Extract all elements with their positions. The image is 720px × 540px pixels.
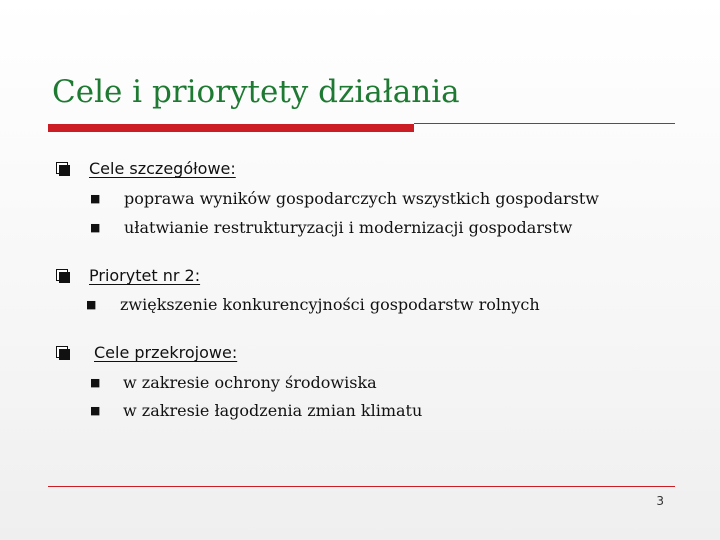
checkbox-square-icon — [56, 162, 70, 176]
title-underline-bar — [48, 124, 414, 132]
checkbox-square-icon — [56, 346, 70, 360]
list-item-text: poprawa wyników gospodarczych wszystkich gospodarstw — [124, 189, 599, 208]
list-item-text: zwiększenie konkurencyjności gospodarstw rolnych — [120, 295, 540, 314]
small-square-bullet-icon: ■ — [86, 298, 97, 311]
section-heading: Cele szczegółowe: — [89, 159, 236, 178]
section-heading: Priorytet nr 2: — [89, 266, 201, 285]
page-number: 3 — [656, 494, 664, 508]
section-heading: Cele przekrojowe: — [94, 343, 238, 362]
small-square-bullet-icon: ■ — [90, 192, 101, 205]
footer-divider — [48, 486, 675, 487]
title-underline-line — [414, 123, 675, 124]
list-item-text: ułatwianie restrukturyzacji i modernizacji gospodarstw — [124, 218, 573, 237]
list-item-text: w zakresie łagodzenia zmian klimatu — [123, 401, 423, 420]
list-item-text: w zakresie ochrony środowiska — [123, 373, 377, 392]
checkbox-square-icon — [56, 269, 70, 283]
small-square-bullet-icon: ■ — [90, 221, 101, 234]
small-square-bullet-icon: ■ — [90, 376, 101, 389]
slide-title: Cele i priorytety działania — [52, 74, 460, 110]
small-square-bullet-icon: ■ — [90, 404, 101, 417]
